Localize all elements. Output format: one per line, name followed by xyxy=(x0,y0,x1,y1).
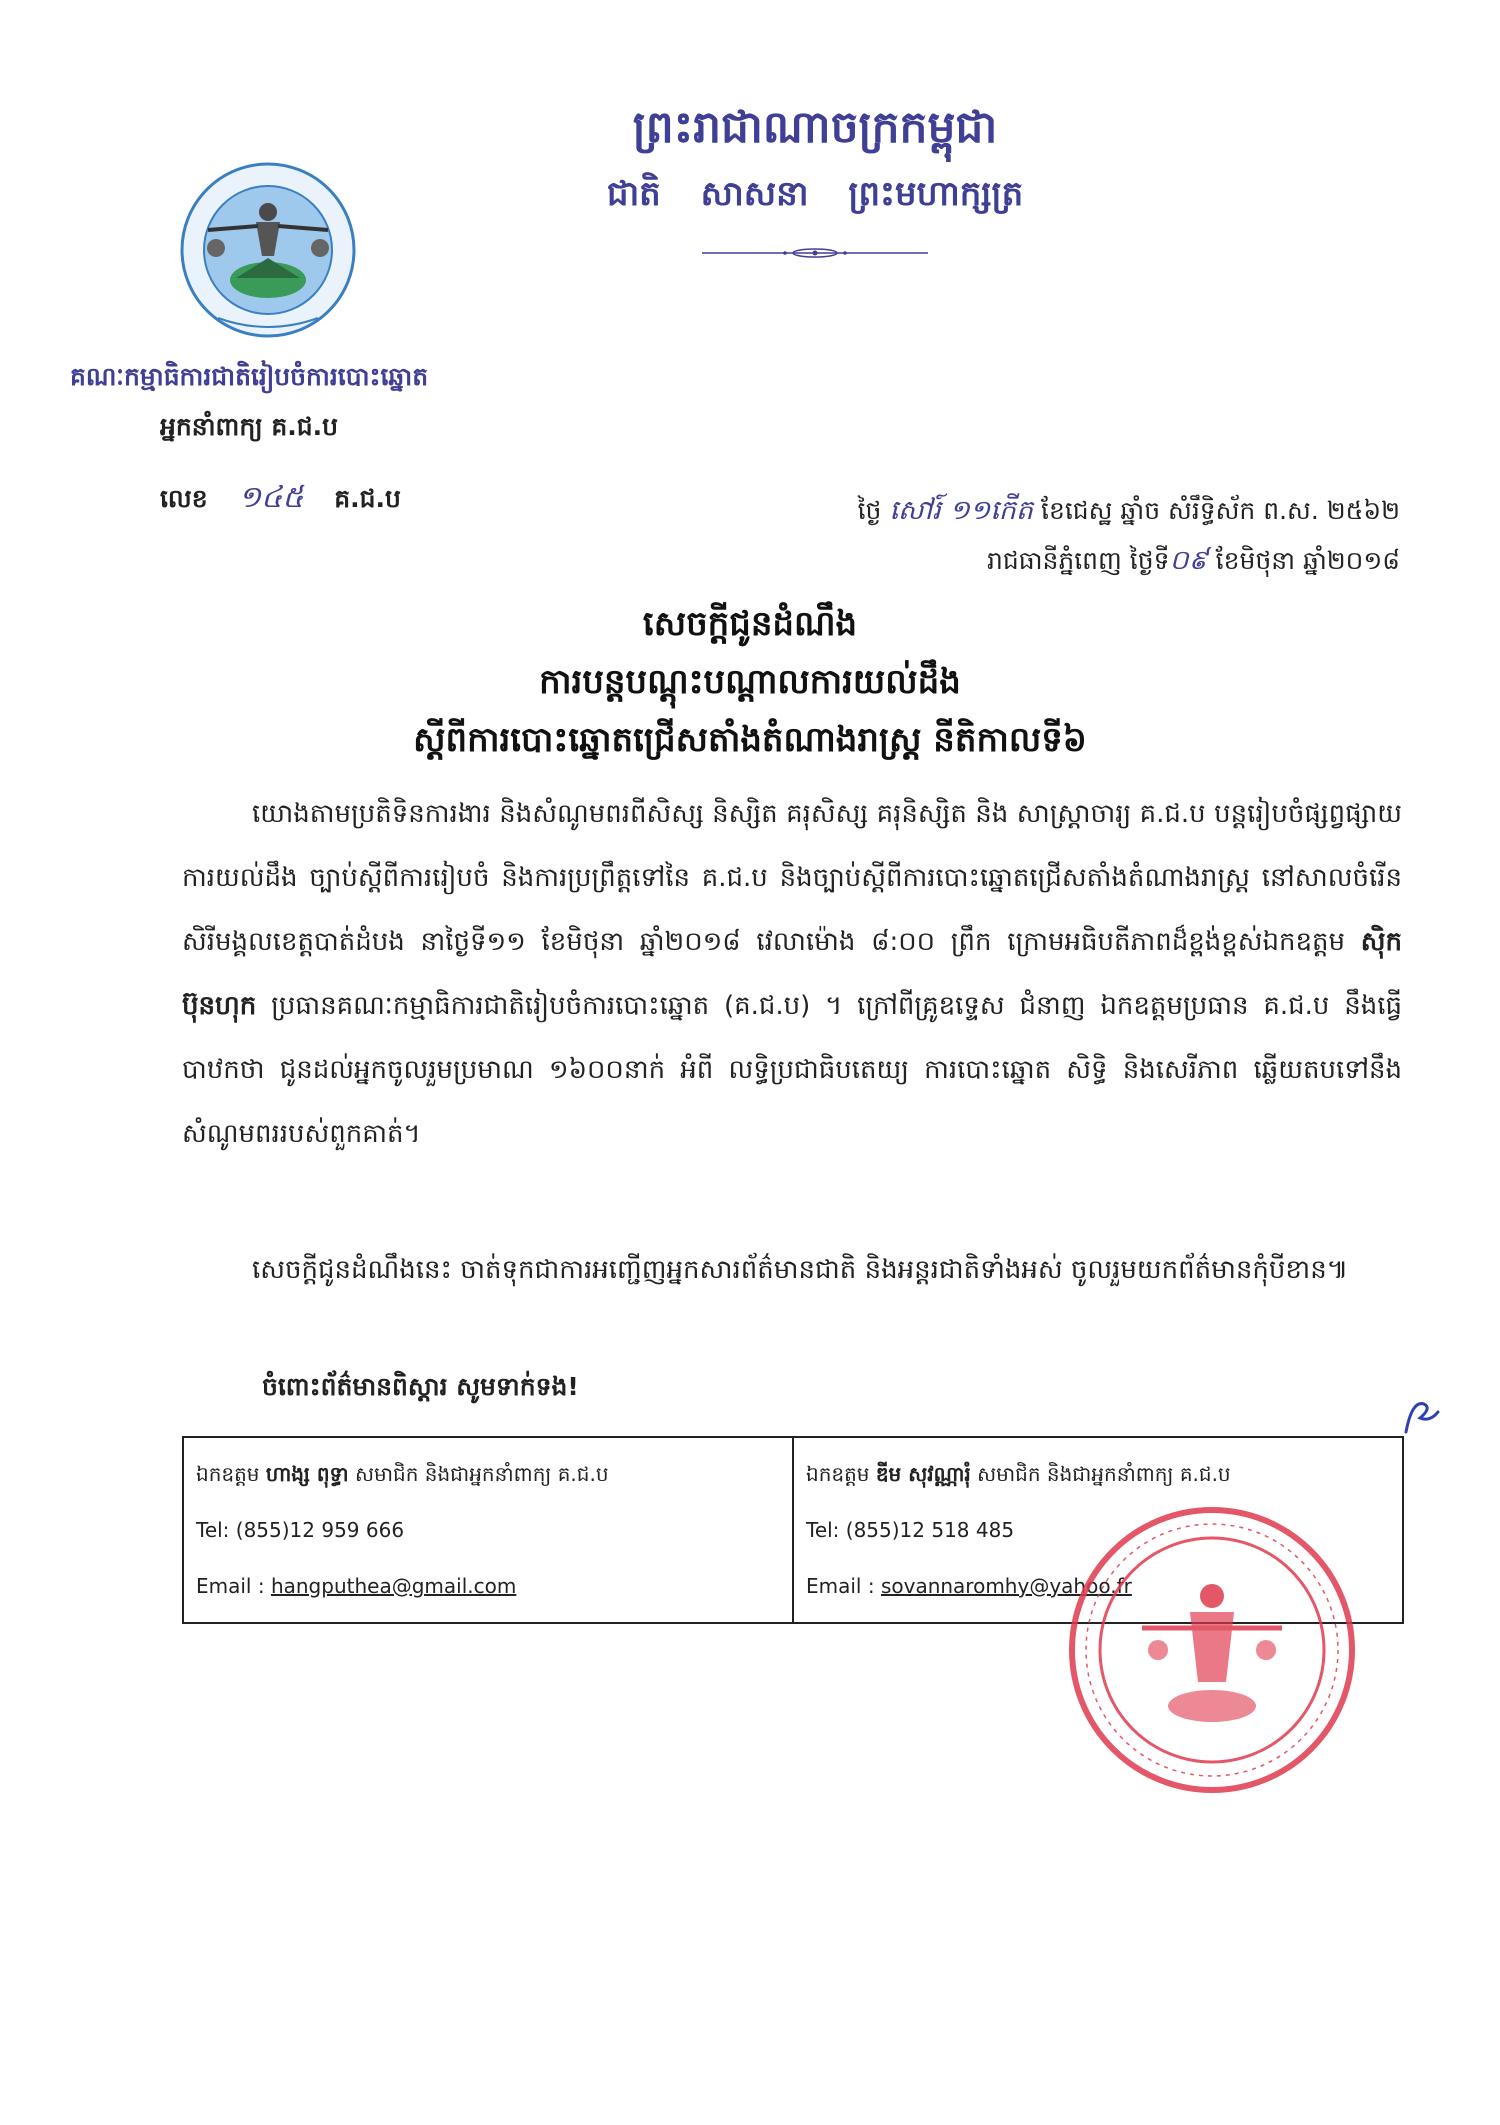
announcement-title: សេចក្តីជូនដំណឹង xyxy=(642,604,858,644)
body-paragraph-1 xyxy=(182,782,1402,1166)
announcement-subtitle: ការបន្តបណ្តុះបណ្តាលការយល់ដឹង xyxy=(539,662,961,702)
contact-role: សមាជិក និងជាអ្នកនាំពាក្យ គ.ជ.ប xyxy=(354,1462,609,1486)
ref-prefix: លេខ xyxy=(160,484,208,513)
lunar-date xyxy=(640,494,1400,533)
ornament-divider xyxy=(700,246,930,260)
lunar-date-prefix: ថ្ងៃ xyxy=(857,496,882,525)
contact-role: សមាជិក និងជាអ្នកនាំពាក្យ គ.ជ.ប xyxy=(977,1462,1231,1486)
contact-name-line xyxy=(806,1446,1390,1502)
solar-date-rest: ខែមិថុនា ឆ្នាំ២០១៨ xyxy=(1215,546,1400,575)
lunar-date-rest: ខែជេស្ឋ ឆ្នាំច សំរឹទ្ធិស័ក ព.ស. ២៥៦២ xyxy=(1041,496,1400,525)
contact-cell xyxy=(183,1437,793,1623)
solar-date-prefix: រាជធានីភ្នំពេញ ថ្ងៃទី xyxy=(986,546,1170,575)
lunar-date-handwritten: សៅរ៍ ១១កើត xyxy=(889,495,1034,526)
kingdom-heading: ព្រះរាជាណាចក្រកម្ពុជា xyxy=(632,102,998,153)
email-label: Email : xyxy=(806,1574,881,1598)
official-seal-stamp xyxy=(1062,1500,1362,1800)
ref-number-handwritten: ១៤៥ xyxy=(238,480,304,515)
president-name: ស៊ិក ប៊ុនហុក xyxy=(182,927,1403,1021)
contact-name-line xyxy=(196,1446,780,1502)
ref-suffix: គ.ជ.ប xyxy=(334,484,401,513)
reference-number xyxy=(160,478,401,522)
committee-name: គណៈកម្មាធិការជាតិរៀបចំការបោះឆ្នោត xyxy=(70,362,429,391)
national-motto: ជាតិ សាសនា ព្រះមហាក្សត្រ xyxy=(606,174,1024,214)
contact-email-link[interactable]: hangputhea@gmail.com xyxy=(270,1574,517,1598)
paragraph-1-text-b: ប្រធានគណៈកម្មាធិការជាតិរៀបចំការបោះឆ្នោត (គ.ជ.ប) ។ ក្រៅពីគ្រូឧទ្ទេស ជំនាញ ឯកឧត្តមប្រធាន គ.ជ.ប នឹងធ្វើបាឋកថា ជូនដល់អ្នកចូលរួមប្រមាណ ១៦០០នាក់ អំពី លទ្ធិប្រជាធិបតេយ្យ ការបោះឆ្នោត សិទ្ធិ និងសេរីភាព ឆ្លើយតបទៅនឹងសំណូមពររបស់ពួកគាត់។ xyxy=(182,991,1402,1149)
paragraph-1-text-a: យោងតាមប្រតិទិនការងារ និងសំណូមពរពីសិស្ស និស្សិត គរុសិស្ស គរុនិស្សិត និង សាស្ត្រាចារ្យ គ.ជ.ប បន្តរៀបចំផ្សព្វផ្សាយការយល់ដឹង ច្បាប់ស្តីពីការរៀបចំ និងការប្រព្រឹត្តទៅនៃ គ.ជ.ប និងច្បាប់ស្តីពីការបោះឆ្នោតជ្រើសតាំងតំណាងរាស្ត្រ នៅសាលចំរើនសិរីមង្គលខេត្តបាត់ដំបង នាថ្ងៃទី១១ ខែមិថុនា ឆ្នាំ២០១៨ វេលាម៉ោង ៨:០០ ព្រឹក ក្រោមអធិបតីភាពដ៏ខ្ពង់ខ្ពស់ឯកឧត្តម xyxy=(182,799,1402,957)
contact-name: ឌីម សុវណ្ណារុំ xyxy=(875,1462,971,1486)
announcement-topic: ស្តីពីការបោះឆ្នោតជ្រើសតាំងតំណាងរាស្ត្រ នីតិកាលទី៦ xyxy=(413,720,1087,760)
solar-date xyxy=(640,544,1400,583)
election-committee-emblem xyxy=(178,160,358,340)
solar-date-handwritten: ០៩ xyxy=(1169,545,1208,576)
contact-email-link[interactable]: sovannaromhy@yahoo.fr xyxy=(880,1574,1132,1598)
handwritten-initial xyxy=(1398,1392,1448,1442)
email-label: Email : xyxy=(196,1574,271,1598)
contact-honorific: ឯកឧត្តម xyxy=(806,1462,870,1486)
contact-tel: Tel: (855)12 959 666 xyxy=(196,1518,405,1542)
sender-office: អ្នកនាំពាក្យ គ.ជ.ប xyxy=(160,412,338,441)
contact-honorific: ឯកឧត្តម xyxy=(196,1462,260,1486)
contact-tel: Tel: (855)12 518 485 xyxy=(806,1518,1015,1542)
closing-line: ចំពោះព័ត៌មានពិស្តារ សូមទាក់ទង! xyxy=(262,1372,579,1401)
body-paragraph-2: សេចក្តីជូនដំណឹងនេះ ចាត់ទុកជាការអញ្ជើញអ្នកសារព័ត៌មានជាតិ និងអន្តរជាតិទាំងអស់ ចូលរួមយកព័ត៌មានកុំបីខាន៕ xyxy=(252,1255,1349,1285)
contact-email-line xyxy=(196,1558,780,1614)
contact-name: ហាង្ស ពុទ្ធា xyxy=(265,1462,349,1486)
